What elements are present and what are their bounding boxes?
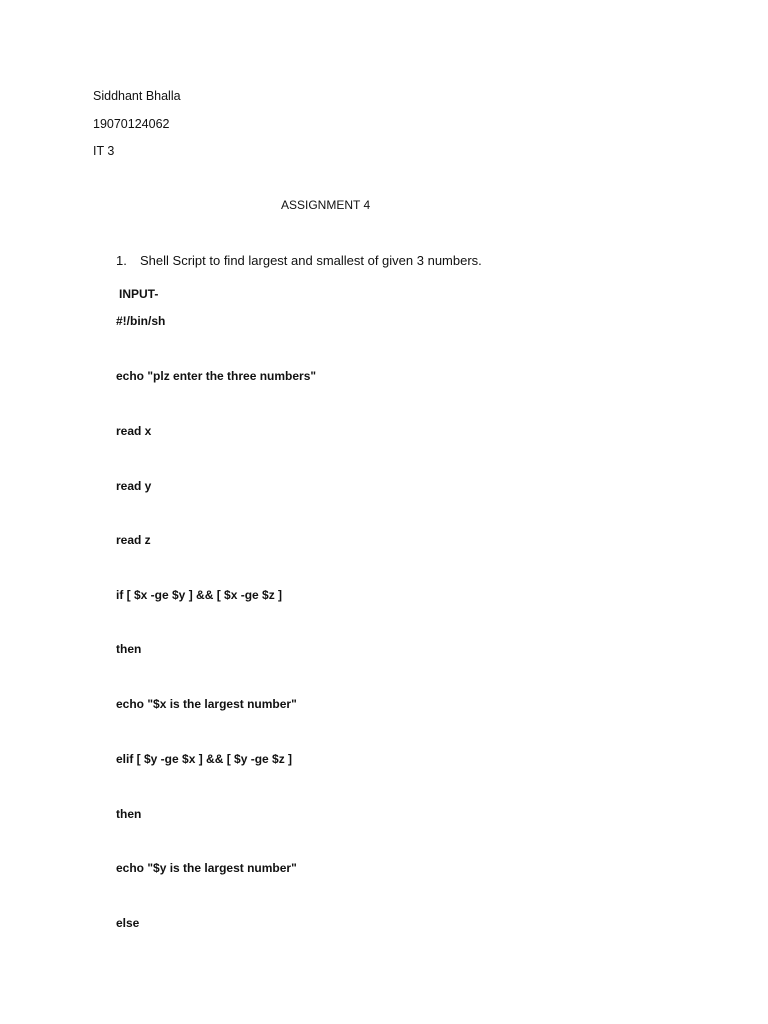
assignment-title: ASSIGNMENT 4 — [281, 198, 371, 212]
code-line: if [ $x -ge $y ] && [ $x -ge $z ] — [116, 588, 283, 602]
input-label: INPUT- — [119, 287, 159, 301]
code-line: echo "$x is the largest number" — [116, 697, 297, 711]
code-line: elif [ $y -ge $x ] && [ $y -ge $z ] — [116, 752, 293, 766]
code-line: echo "plz enter the three numbers" — [116, 369, 317, 383]
code-line: read z — [116, 533, 151, 547]
question-item — [116, 253, 482, 269]
code-line: echo "$y is the largest number" — [116, 861, 297, 875]
code-line: read x — [116, 424, 152, 438]
section-label: IT 3 — [93, 144, 115, 158]
code-line: then — [116, 642, 142, 656]
author-name: Siddhant Bhalla — [93, 89, 181, 103]
code-line: read y — [116, 479, 152, 493]
code-line: else — [116, 916, 140, 930]
code-line: #!/bin/sh — [116, 314, 166, 328]
code-line: then — [116, 807, 142, 821]
roll-number: 19070124062 — [93, 117, 170, 131]
question-text: Shell Script to find largest and smallest of given 3 numbers. — [140, 253, 482, 268]
question-number: 1. — [116, 253, 127, 268]
